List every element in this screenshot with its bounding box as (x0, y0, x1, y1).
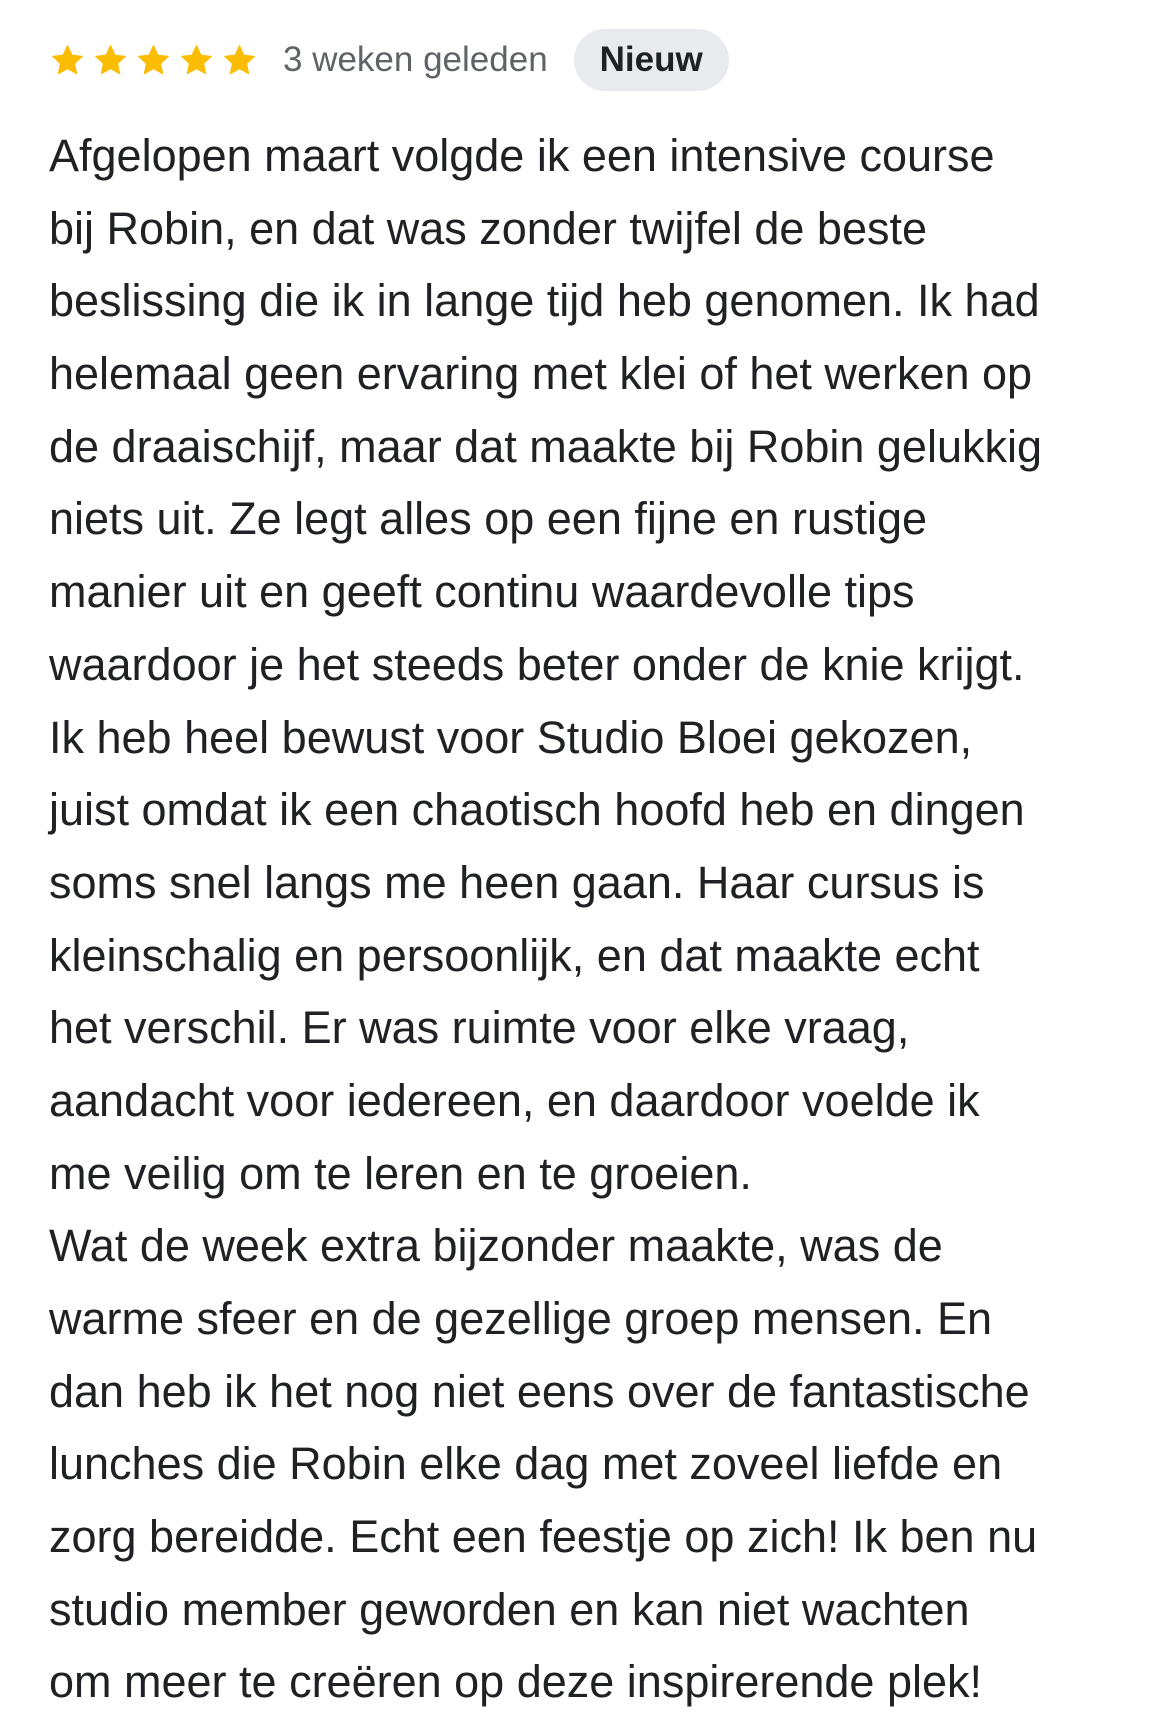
review-text-line: om meer te creëren op deze inspirerende plek! (49, 1656, 983, 1708)
review-text-line: het verschil. Er was ruimte voor elke vraag, (49, 1002, 910, 1054)
review-text-line: de draaischijf, maar dat maakte bij Robin gelukkig (49, 420, 1043, 472)
review-text-line: aandacht voor iedereen, en daardoor voelde ik (49, 1074, 980, 1126)
star-icon (221, 42, 258, 79)
review-text-line: lunches die Robin elke dag met zoveel liefde en (49, 1438, 1003, 1490)
new-badge: Nieuw (574, 29, 729, 91)
review-text-line: manier uit en geeft continu waardevolle tips (49, 566, 915, 618)
review-text-line: zorg bereidde. Echt een feestje op zich! Ik ben nu (49, 1511, 1038, 1563)
star-icon (49, 42, 86, 79)
review-text-line: dan heb ik het nog niet eens over de fantastische (49, 1365, 1030, 1417)
star-icon (178, 42, 215, 79)
review-text-line: helemaal geen ervaring met klei of het werken op (49, 348, 1033, 400)
review-text-line: juist omdat ik een chaotisch hoofd heb en dingen (49, 784, 1025, 836)
review-text-line: Ik heb heel bewust voor Studio Bloei gekozen, (49, 711, 973, 763)
review-text-line: Wat de week extra bijzonder maakte, was de (49, 1220, 943, 1272)
review-text (49, 120, 1159, 1719)
review-date: 3 weken geleden (283, 40, 548, 79)
review-text-line: waardoor je het steeds beter onder de knie krijgt. (49, 638, 1025, 690)
review-text-line: bij Robin, en dat was zonder twijfel de beste (49, 202, 928, 254)
review-text-line: kleinschalig en persoonlijk, en dat maakte echt (49, 929, 980, 981)
review-text-line: studio member geworden en kan niet wachten (49, 1583, 970, 1635)
star-rating (49, 42, 258, 79)
review-meta (49, 28, 729, 92)
review-text-line: beslissing die ik in lange tijd heb genomen. Ik had (49, 275, 1040, 327)
star-icon (135, 42, 172, 79)
star-icon (92, 42, 129, 79)
review-text-line: Afgelopen maart volgde ik een intensive course (49, 130, 995, 181)
review-text-line: soms snel langs me heen gaan. Haar cursus is (49, 856, 985, 908)
review-text-line: niets uit. Ze legt alles op een fijne en rustige (49, 493, 928, 545)
review-text-line: warme sfeer en de gezellige groep mensen. En (49, 1293, 993, 1344)
review-text-line: me veilig om te leren en te groeien. (49, 1147, 752, 1199)
